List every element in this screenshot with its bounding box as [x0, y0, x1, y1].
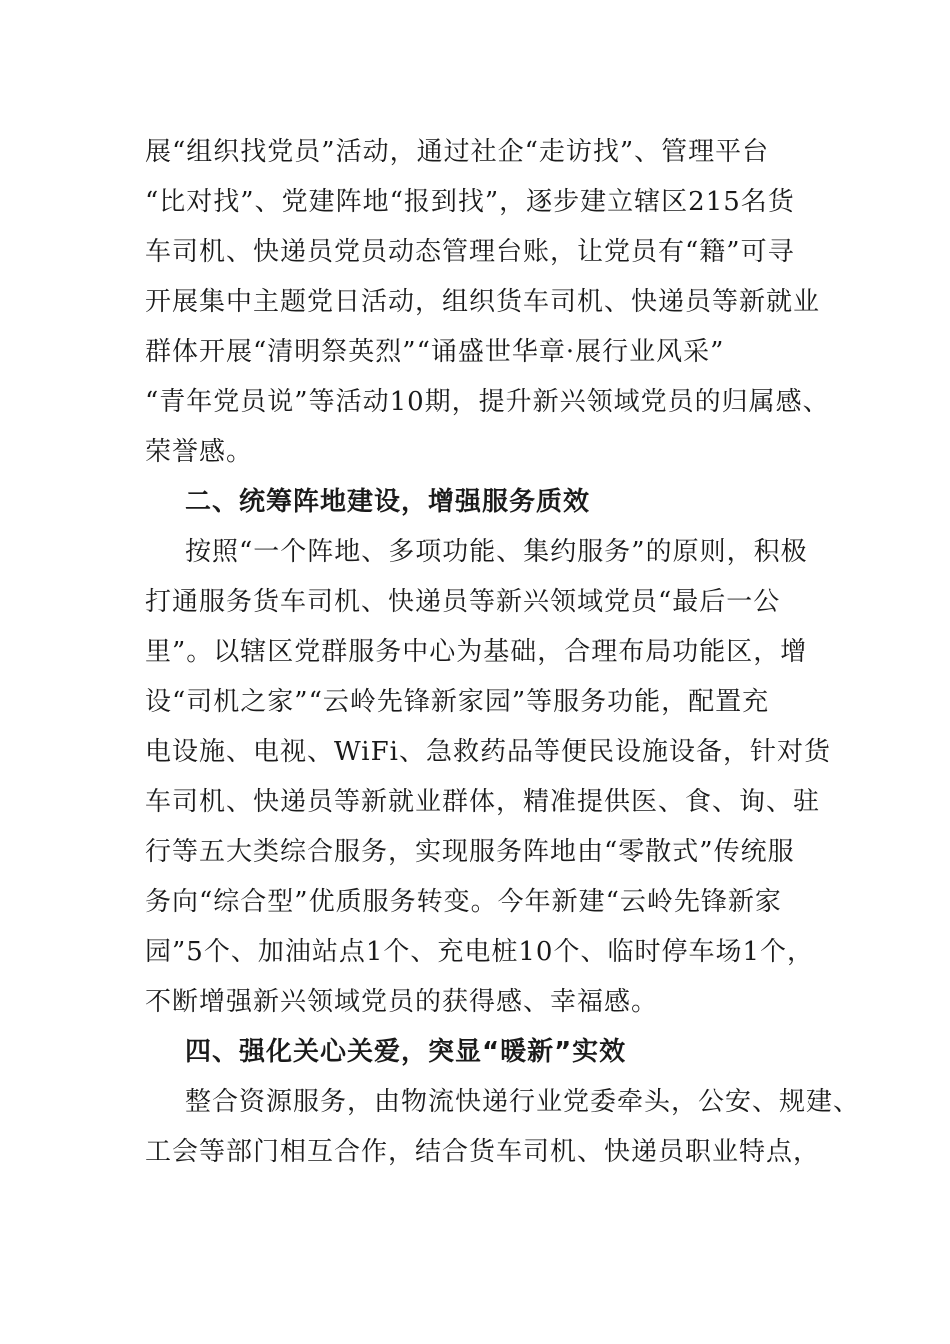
paragraph-line: 不断增强新兴领域党员的获得感、幸福感。 — [145, 987, 659, 1017]
paragraph-line: “比对找”、党建阵地“报到找”，逐步建立辖区215名货 — [145, 187, 795, 217]
section-heading: 四、强化关心关爱，突显“暖新”实效 — [185, 1037, 627, 1067]
paragraph-line: 荣誉感。 — [145, 437, 254, 467]
paragraph-line: 展“组织找党员”活动，通过社企“走访找”、管理平台 — [145, 137, 770, 167]
paragraph-line: 园”5个、加油站点1个、充电桩10个、临时停车场1个， — [145, 937, 815, 967]
paragraph-line: 按照“一个阵地、多项功能、集约服务”的原则，积极 — [185, 537, 808, 567]
paragraph-line: 车司机、快递员等新就业群体，精准提供医、食、询、驻 — [145, 787, 821, 817]
paragraph-line: 工会等部门相互合作，结合货车司机、快递员职业特点， — [145, 1137, 821, 1167]
paragraph-line: 里”。以辖区党群服务中心为基础，合理布局功能区，增 — [145, 637, 808, 667]
section-heading: 二、统筹阵地建设，增强服务质效 — [185, 487, 591, 517]
paragraph-line: 打通服务货车司机、快递员等新兴领域党员“最后一公 — [145, 587, 781, 617]
paragraph-line: 电设施、电视、WiFi、急救药品等便民设施设备，针对货 — [145, 737, 831, 767]
paragraph-line: 务向“综合型”优质服务转变。今年新建“云岭先锋新家 — [145, 887, 782, 917]
paragraph-line: 开展集中主题党日活动，组织货车司机、快递员等新就业 — [145, 287, 821, 317]
paragraph-line: “青年党员说”等活动10期，提升新兴领域党员的归属感、 — [145, 387, 830, 417]
paragraph-line: 整合资源服务，由物流快递行业党委牵头，公安、规建、 — [185, 1087, 861, 1117]
paragraph-line: 设“司机之家”“云岭先锋新家园”等服务功能，配置充 — [145, 687, 770, 717]
paragraph-line: 行等五大类综合服务，实现服务阵地由“零散式”传统服 — [145, 837, 795, 867]
paragraph-line: 群体开展“清明祭英烈”“诵盛世华章·展行业风采” — [145, 337, 725, 367]
paragraph-line: 车司机、快递员党员动态管理台账，让党员有“籍”可寻 — [145, 237, 795, 267]
